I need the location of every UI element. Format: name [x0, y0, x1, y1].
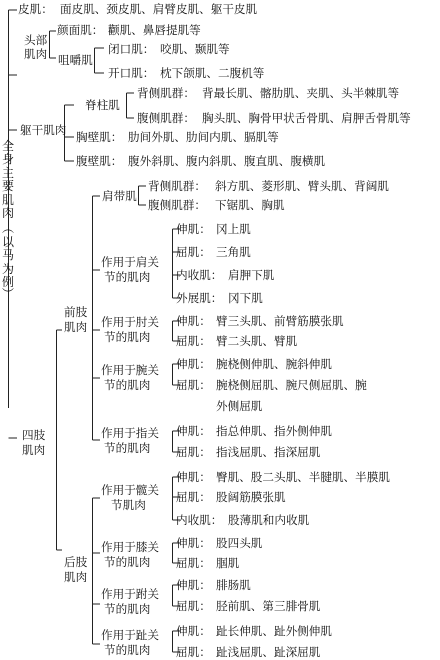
knee-extensor-items: 股四头肌: [216, 536, 263, 550]
toe-extensor-label: 伸肌：: [176, 624, 211, 638]
thoracic-items: 肋间外肌、肋间内肌、膈肌等: [128, 130, 279, 144]
tarsal-flexor-label: 屈肌：: [176, 599, 211, 613]
skin-label: 皮肌：: [18, 2, 53, 16]
toe-label-line1: 作用于趾关: [101, 628, 159, 642]
knee-extensor-label: 伸肌：: [176, 536, 211, 550]
hip-flexor-items: 股阔筋膜张肌: [216, 490, 286, 504]
hip-adductor-label: 内收肌：: [176, 513, 223, 527]
girdle-label: 肩带肌: [102, 189, 137, 203]
shoulder-flexor-label: 屈肌：: [176, 245, 211, 259]
tarsal-extensor-label: 伸肌：: [176, 578, 211, 592]
toe-flexor-items: 趾浅屈肌、趾深屈肌: [216, 645, 321, 659]
knee-flexor-items: 腘肌: [216, 556, 240, 570]
toe-label-line2: 节的肌肉: [104, 643, 151, 657]
elbow-flexor-label: 屈肌：: [176, 334, 211, 348]
tarsal-extensor-items: 腓肠肌: [216, 578, 251, 592]
opening-items: 枕下颌肌、二腹机等: [160, 66, 265, 80]
toe-extensor-items: 趾长伸肌、趾外侧伸肌: [216, 624, 332, 638]
carpal-flexor-items-line2: 外侧屈肌: [216, 399, 263, 413]
forelimb-label-line1: 前肢: [64, 305, 88, 319]
shoulder-flexor-items: 三角肌: [216, 245, 251, 259]
hip-label-line2: 节肌肉: [111, 498, 146, 512]
hip-flexor-label: 屈肌：: [176, 490, 211, 504]
abdominal-label: 腹壁肌：: [76, 154, 123, 168]
shoulder-abductor-items: 冈下肌: [228, 291, 263, 305]
hindlimb-label-line1: 后肢: [64, 555, 88, 569]
abdominal-items: 腹外斜肌、腹内斜肌、腹直肌、腹横肌: [128, 154, 326, 168]
carpal-label-line2: 节的肌肉: [104, 378, 151, 392]
thoracic-label: 胸壁肌：: [76, 130, 123, 144]
carpal-extensor-items: 腕桡侧伸肌、腕斜伸肌: [216, 357, 332, 371]
elbow-extensor-items: 臂三头肌、前臂筋膜张肌: [216, 314, 344, 328]
shoulder-label-line2: 节的肌肉: [104, 270, 151, 284]
digit-extensor-label: 伸肌：: [176, 424, 211, 438]
head-label-line1: 头部: [24, 33, 48, 47]
knee-label-line2: 节的肌肉: [104, 555, 151, 569]
root-title: 全 身 主 要 肌 肉: [1, 139, 14, 221]
shoulder-abductor-label: 外展肌：: [176, 291, 223, 305]
elbow-flexor-items: 臂二头肌、臂肌: [216, 334, 298, 348]
head-label-line2: 肌肉: [24, 47, 48, 61]
digit-label-line2: 节的肌肉: [104, 441, 151, 455]
shoulder-extensor-items: 冈上肌: [216, 222, 251, 236]
masticatory-label: 咀嚼肌: [58, 53, 93, 67]
elbow-extensor-label: 伸肌：: [176, 314, 211, 328]
girdle-dorsal-label: 背侧肌群：: [148, 179, 206, 193]
closing-label: 闭口肌：: [108, 42, 155, 56]
root-subtitle-open-paren: ︵: [1, 221, 14, 235]
closing-items: 咬肌、颞肌等: [160, 42, 230, 56]
root-subtitle: 以 马 为 例: [1, 235, 14, 290]
limbs-label-line2: 肌肉: [22, 443, 46, 457]
shoulder-label-line1: 作用于肩关: [101, 255, 159, 269]
girdle-ventral-items: 下锯肌、胸肌: [215, 198, 285, 212]
carpal-label-line1: 作用于腕关: [101, 363, 159, 377]
shoulder-adductor-items: 肩胛下肌: [228, 268, 275, 282]
tarsal-flexor-items: 胫前肌、第三腓骨肌: [216, 599, 321, 613]
digit-flexor-items: 指浅屈肌、指深屈肌: [216, 445, 321, 459]
digit-extensor-items: 指总伸肌、指外侧伸肌: [216, 424, 332, 438]
limbs-label-line1: 四肢: [22, 428, 46, 442]
hip-label-line1: 作用于髋关: [101, 483, 159, 497]
girdle-ventral-label: 腹侧肌群：: [148, 198, 206, 212]
girdle-dorsal-items: 斜方肌、菱形肌、臂头肌、背阔肌: [215, 179, 389, 193]
skin-items: 面皮肌、颈皮肌、肩臂皮肌、躯干皮肌: [60, 2, 258, 16]
hip-extensor-items: 臀肌、股二头肌、半腱肌、半膜肌: [216, 470, 390, 484]
forelimb-label-line2: 肌肉: [64, 320, 88, 334]
hip-adductor-items: 股薄肌和内收肌: [228, 513, 310, 527]
digit-label-line1: 作用于指关: [101, 426, 159, 440]
facial-items: 颧肌、鼻唇提肌等: [108, 23, 201, 37]
facial-label: 颜面肌：: [57, 23, 104, 37]
digit-flexor-label: 屈肌：: [176, 445, 211, 459]
elbow-label-line1: 作用于肘关: [101, 315, 159, 329]
shoulder-extensor-label: 伸肌：: [176, 222, 211, 236]
spinal-dorsal-label: 背侧肌群：: [137, 86, 195, 100]
carpal-flexor-label: 屈肌：: [176, 378, 211, 392]
spinal-ventral-items: 胸头肌、胸骨甲状舌骨肌、肩胛舌骨肌等: [202, 111, 411, 125]
spinal-ventral-label: 腹侧肌群：: [137, 111, 195, 125]
tarsal-label-line2: 节的肌肉: [104, 602, 151, 616]
hindlimb-label-line2: 肌肉: [64, 570, 88, 584]
spinal-dorsal-items: 背最长肌、髂肋肌、夹肌、头半棘肌等: [202, 86, 400, 100]
knee-label-line1: 作用于膝关: [101, 540, 159, 554]
hip-extensor-label: 伸肌：: [176, 470, 211, 484]
tarsal-label-line1: 作用于跗关: [101, 587, 159, 601]
opening-label: 开口肌：: [108, 66, 155, 80]
root-subtitle-close-paren: ︶: [1, 287, 14, 301]
elbow-label-line2: 节的肌肉: [104, 330, 151, 344]
spinal-label: 脊柱肌: [85, 98, 120, 112]
knee-flexor-label: 屈肌：: [176, 556, 211, 570]
carpal-flexor-items-line1: 腕桡侧屈肌、腕尺侧屈肌、腕: [216, 378, 367, 392]
toe-flexor-label: 屈肌：: [176, 645, 211, 659]
shoulder-adductor-label: 内收肌：: [176, 268, 223, 282]
carpal-extensor-label: 伸肌：: [176, 357, 211, 371]
trunk-label: 躯干肌肉: [20, 123, 67, 137]
